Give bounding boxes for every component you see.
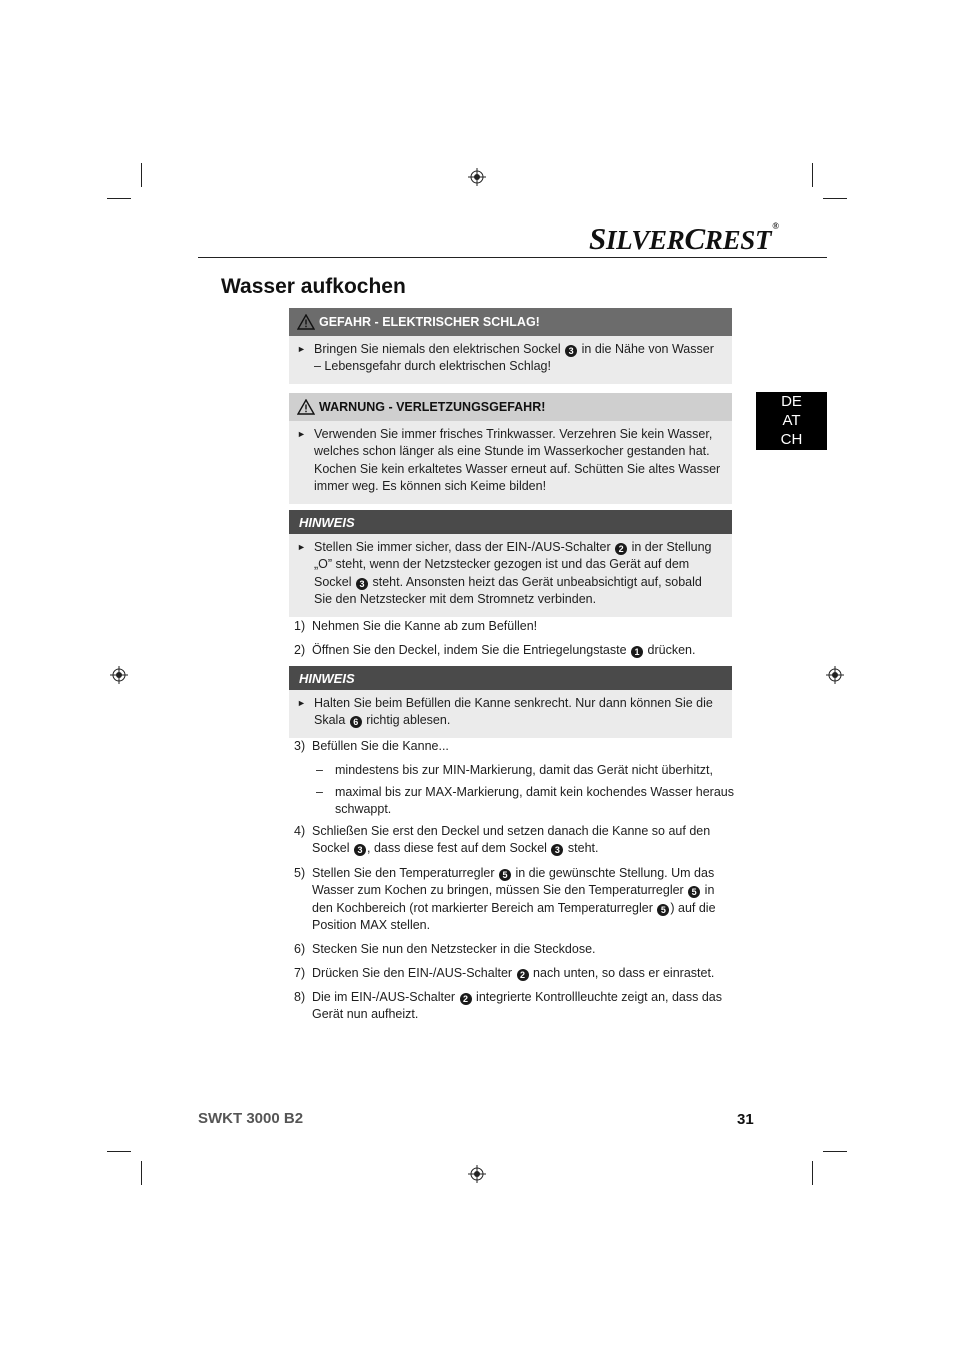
- ref-number: 5: [499, 869, 511, 881]
- step-text: Befüllen Sie die Kanne...: [312, 739, 449, 753]
- lang-de: DE: [781, 393, 802, 410]
- crop-mark: [812, 1161, 813, 1185]
- ref-number: 6: [350, 716, 362, 728]
- sub-item: – maximal bis zur MAX-Markierung, damit kein kochendes Wasser heraus schwappt.: [316, 785, 734, 817]
- ref-number: 2: [615, 543, 627, 555]
- sub-item: – mindestens bis zur MIN-Markierung, damit das Gerät nicht überhitzt,: [316, 763, 713, 777]
- crosshair-icon: [468, 168, 486, 186]
- danger-text: ► Bringen Sie niemals den elektrischen Sockel 3 in die Nähe von Wasser – Lebensgefahr durch elektrischen Schlag!: [297, 342, 714, 374]
- page-number: 31: [737, 1111, 754, 1128]
- warning-box: [289, 393, 732, 504]
- note-box: [289, 666, 732, 738]
- ref-number: 2: [517, 969, 529, 981]
- bullet-icon: ►: [297, 542, 306, 552]
- danger-heading-text: GEFAHR - ELEKTRISCHER SCHLAG!: [319, 315, 540, 329]
- note-text: ► Stellen Sie immer sicher, dass der EIN-/AUS-Schalter 2 in der Stellung „O” steht, wenn der Netzstecker gezogen ist und das Gerät auf dem Sockel 3 steht. Ansonsten heizt das Gerät unbeabsichtigt auf, sobald Sie den Netzstecker mit dem Stromnetz verbinden.: [297, 540, 712, 607]
- step-number: 2): [294, 643, 306, 657]
- step-text: Öffnen Sie den Deckel, indem Sie die Entriegelungstaste 1 drücken.: [312, 643, 696, 657]
- ref-number: 3: [356, 578, 368, 590]
- step-text: Nehmen Sie die Kanne ab zum Befüllen!: [312, 619, 538, 633]
- crop-mark: [107, 198, 131, 199]
- step-item: [294, 865, 734, 935]
- ref-number: 5: [688, 886, 700, 898]
- warning-heading: [289, 393, 732, 421]
- page-title: Wasser aufkochen: [221, 275, 406, 298]
- brand-logo: SILVERCREST®: [589, 221, 779, 256]
- crop-mark: [823, 1151, 847, 1152]
- step-number: 8): [294, 990, 306, 1004]
- note-heading: HINWEIS: [289, 510, 732, 534]
- crop-mark: [107, 1151, 131, 1152]
- crop-mark: [823, 198, 847, 199]
- crosshair-icon: [468, 1165, 486, 1183]
- step-item: [294, 941, 734, 958]
- ref-number: 1: [631, 646, 643, 658]
- ref-number: 2: [460, 993, 472, 1005]
- step-item: [294, 618, 734, 635]
- step-number: 1): [294, 619, 306, 633]
- bullet-icon: ►: [297, 344, 306, 354]
- bullet-icon: ►: [297, 429, 306, 439]
- ref-number: 5: [657, 904, 669, 916]
- warning-text: ► Verwenden Sie immer frisches Trinkwasser. Verzehren Sie kein Wasser, welches schon länger als eine Stunde im Wasserkocher gestanden hat. Kochen Sie kein erkaltetes Wasser erneut auf. Schütten Sie altes Wasser immer weg. Es können sich Keime bilden!: [297, 427, 721, 494]
- step-number: 5): [294, 866, 306, 880]
- crosshair-icon: [826, 666, 844, 684]
- language-tab: [756, 392, 827, 450]
- bullet-icon: ►: [297, 698, 306, 708]
- ref-number: 3: [354, 844, 366, 856]
- lang-at: AT: [782, 412, 801, 429]
- step-item: [294, 738, 734, 755]
- warning-triangle-icon: [297, 314, 315, 330]
- step-item: [294, 642, 734, 659]
- step-text: Stellen Sie den Temperaturregler 5 in die gewünschte Stellung. Um das Wasser zum Kochen zu bringen, müssen Sie den Temperaturregler 5 in den Kochbereich (rot markierter Bereich am Temperaturregler 5 ) auf die Position MAX stellen.: [312, 866, 716, 933]
- header-rule: [198, 257, 827, 258]
- footer-model: SWKT 3000 B2: [198, 1110, 304, 1127]
- step-text: Schließen Sie erst den Deckel und setzen danach die Kanne so auf den Sockel 3 , dass diese fest auf dem Sockel 3 steht.: [312, 824, 711, 856]
- step-item: [294, 823, 734, 858]
- step-number: 4): [294, 824, 306, 838]
- crop-mark: [141, 163, 142, 187]
- step-number: 7): [294, 966, 306, 980]
- note-box: [289, 510, 732, 617]
- warning-heading-text: WARNUNG - VERLETZUNGSGEFAHR!: [319, 400, 546, 414]
- crop-mark: [141, 1161, 142, 1185]
- step-text: Stecken Sie nun den Netzstecker in die Steckdose.: [312, 942, 596, 956]
- crosshair-icon: [110, 666, 128, 684]
- note-heading: HINWEIS: [289, 666, 732, 690]
- warning-triangle-icon: [297, 399, 315, 415]
- step-item: [294, 989, 734, 1024]
- step-text: Die im EIN-/AUS-Schalter 2 integrierte Kontrollleuchte zeigt an, dass das Gerät nun aufheizt.: [312, 990, 723, 1022]
- lang-ch: CH: [780, 431, 803, 448]
- ref-number: 3: [551, 844, 563, 856]
- step-text: Drücken Sie den EIN-/AUS-Schalter 2 nach unten, so dass er einrastet.: [312, 966, 715, 980]
- danger-box: [289, 308, 732, 384]
- danger-heading: [289, 308, 732, 336]
- step-number: 6): [294, 942, 306, 956]
- crop-mark: [812, 163, 813, 187]
- note-text: ► Halten Sie beim Befüllen die Kanne senkrecht. Nur dann können Sie die Skala 6 richtig ablesen.: [297, 696, 713, 728]
- ref-number: 3: [565, 345, 577, 357]
- step-item: [294, 965, 734, 982]
- step-number: 3): [294, 739, 306, 753]
